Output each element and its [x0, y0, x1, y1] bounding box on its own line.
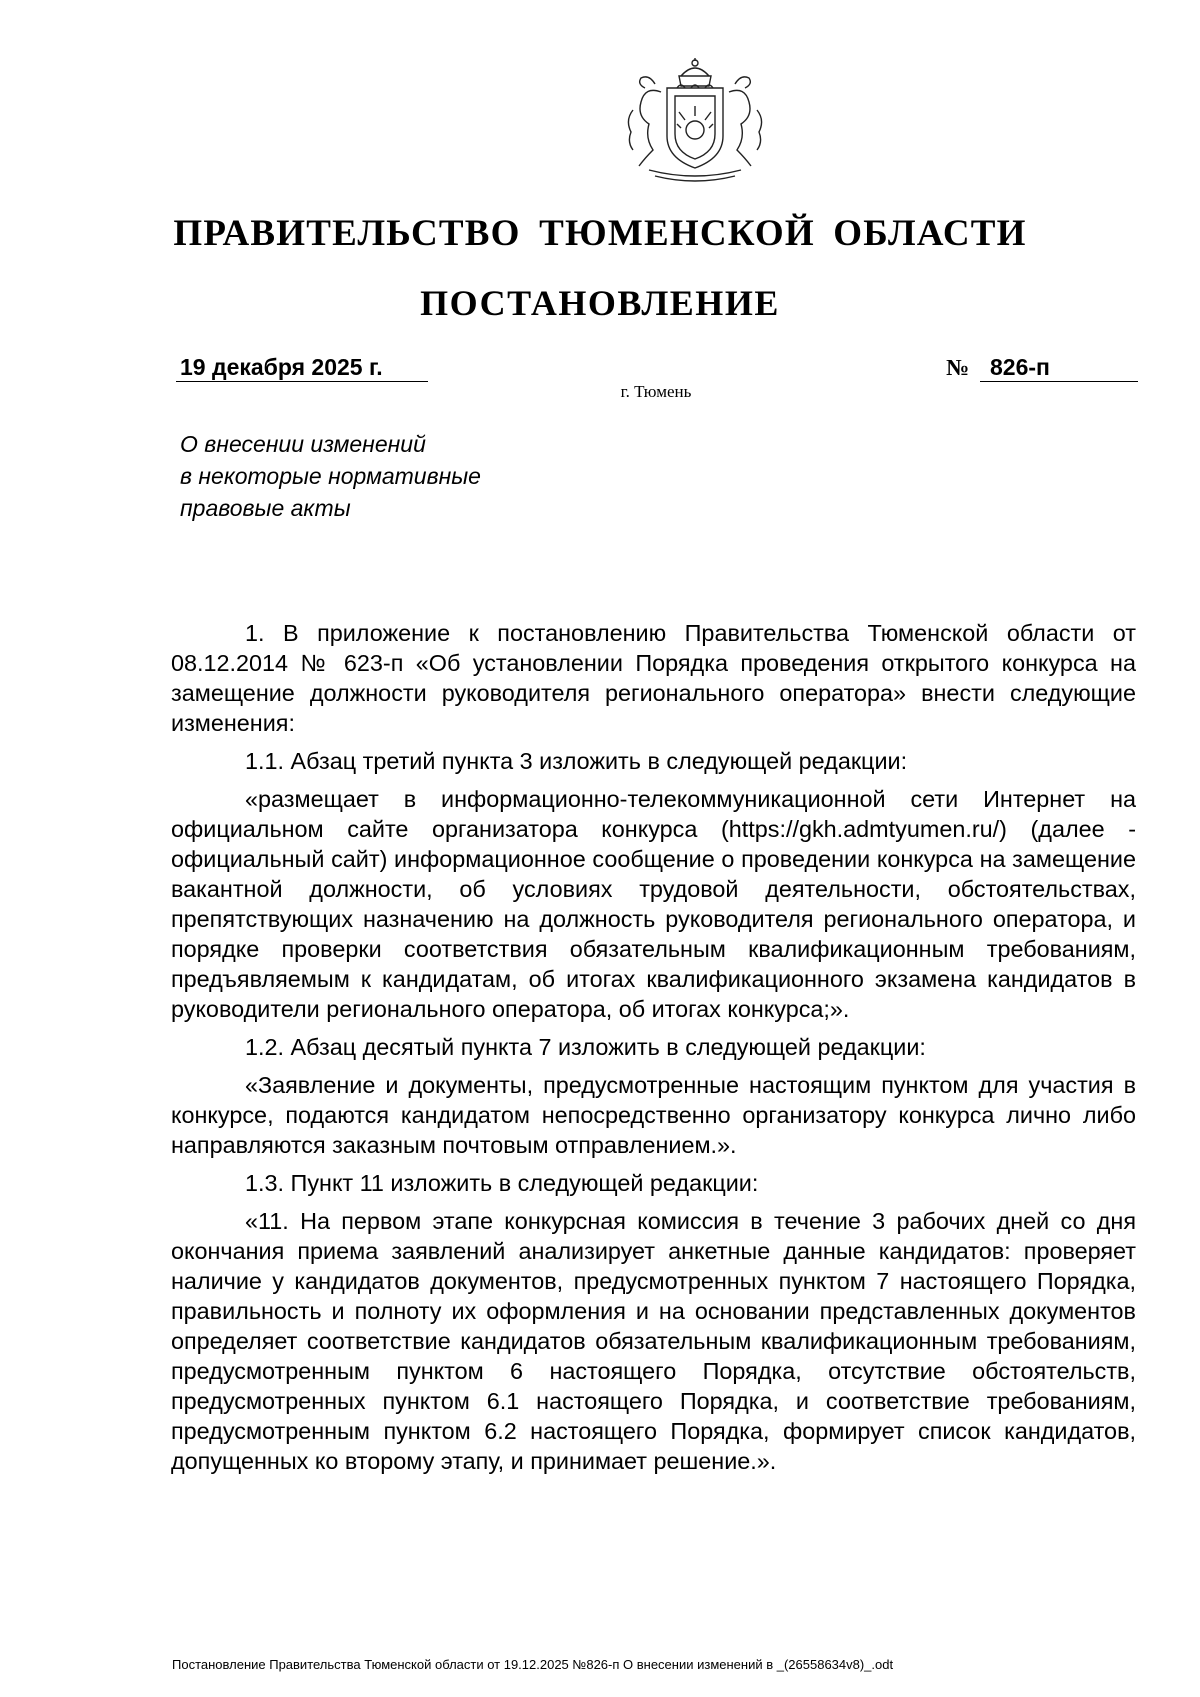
- document-subject: О внесении изменений в некоторые нормативные правовые акты: [180, 431, 481, 521]
- government-title: ПРАВИТЕЛЬСТВО ТЮМЕНСКОЙ ОБЛАСТИ: [173, 213, 1027, 254]
- paragraph: 1.2. Абзац десятый пункта 7 изложить в следующей редакции:: [245, 1034, 926, 1060]
- document-number: 826-п: [980, 353, 1138, 382]
- tyumen-coat-of-arms-icon: [615, 58, 775, 183]
- document-body: [171, 618, 1136, 1484]
- paragraph: «размещает в информационно-телекоммуникационной сети Интернет на официальном сайте организатора конкурса (https://gkh.admtyumen.ru/) (далее - официальный сайт) информационное сообщение о проведении конкурса на замещение вакантной должности, об условиях трудовой деятельности, обстоятельствах, препятствующих назначению на должность руководителя регионального оператора, и порядке проверки соответствия обязательным квалификационным требованиям, предъявляемым к кандидатам, об итогах квалификационного экзамена кандидатов в руководители регионального оператора, об итогах конкурса;».: [171, 786, 1136, 1022]
- paragraph: «11. На первом этапе конкурсная комиссия в течение 3 рабочих дней со дня окончания приема заявлений анализирует анкетные данные кандидатов: проверяет наличие у кандидатов документов, предусмотренных пунктом 7 настоящего Порядка, правильность и полноту их оформления и на основании представленных документов определяет соответствие кандидатов обязательным квалификационным требованиям, предусмотренным пунктом 6 настоящего Порядка, отсутствие обстоятельств, предусмотренных пунктом 6.1 настоящего Порядка, и соответствие требованиям, предусмотренным пунктом 6.2 настоящего Порядка, формирует список кандидатов, допущенных ко второму этапу, и принимает решение.».: [171, 1208, 1136, 1474]
- number-label: №: [946, 355, 970, 380]
- document-city: г. Тюмень: [620, 382, 692, 401]
- paragraph: 1.1. Абзац третий пункта 3 изложить в следующей редакции:: [245, 748, 908, 774]
- document-footer: Постановление Правительства Тюменской области от 19.12.2025 №826-п О внесении изменений в _(26558634v8)_.odt: [172, 1657, 894, 1672]
- document-date: 19 декабря 2025 г.: [176, 353, 428, 382]
- paragraph: «Заявление и документы, предусмотренные настоящим пунктом для участия в конкурсе, подаются кандидатом непосредственно организатору конкурса лично либо направляются заказным почтовым отправлением.».: [171, 1072, 1136, 1158]
- document-type: ПОСТАНОВЛЕНИЕ: [420, 283, 780, 323]
- paragraph: 1.3. Пункт 11 изложить в следующей редакции:: [245, 1170, 759, 1196]
- paragraph: 1. В приложение к постановлению Правительства Тюменской области от 08.12.2014 № 623-п «Об установлении Порядка проведения открытого конкурса на замещение должности руководителя регионального оператора» внести следующие изменения:: [171, 620, 1136, 736]
